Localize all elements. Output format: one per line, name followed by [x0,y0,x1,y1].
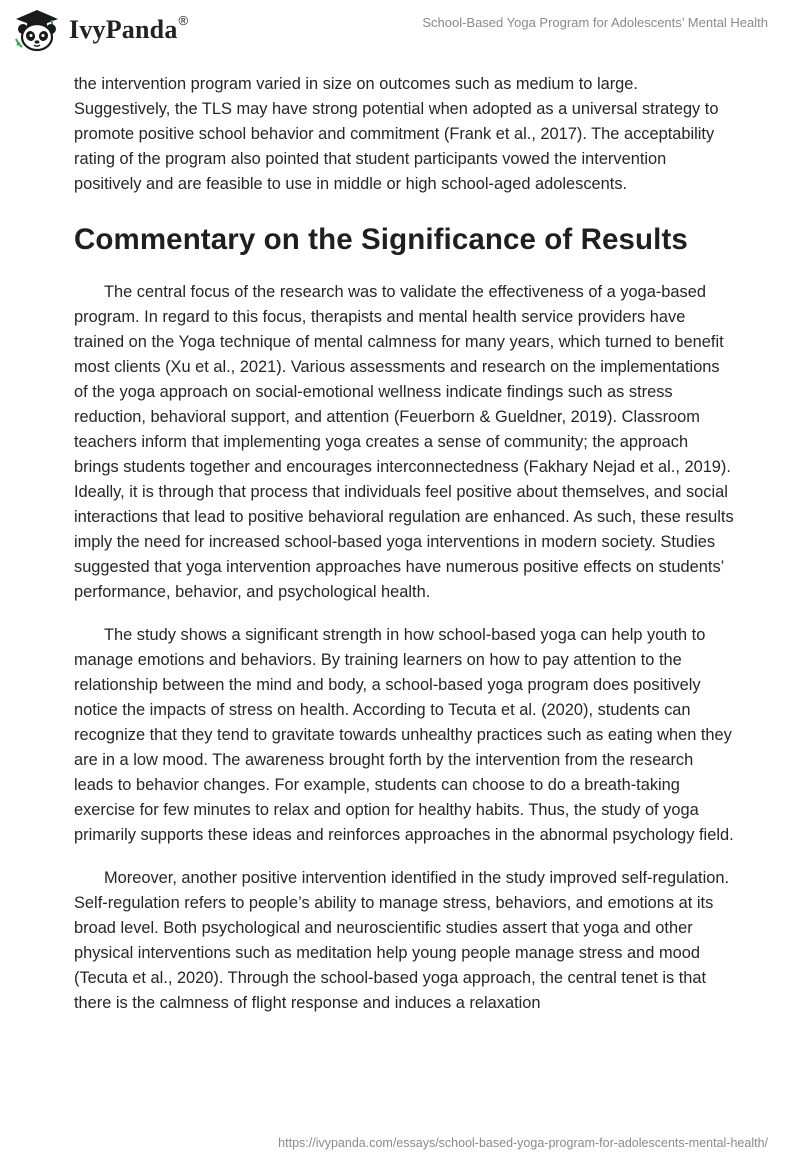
body-paragraph: Moreover, another positive intervention identified in the study improved self-regulation. Self-regulation refers to people’s ability to manage stress, behaviors, and emotions at its broad level. Both psychological and neuroscientific studies assert that yoga and other physical interventions such as meditation help young people manage stress and mood (Tecuta et al., 2020). Through the school-based yoga approach, the central tenet is that there is the calmness of flight response and induces a relaxation [74,869,730,1012]
brand-name: IvyPanda® [69,13,189,44]
section-heading: Commentary on the Significance of Results [74,223,688,256]
registered-mark: ® [178,13,189,28]
source-url-link[interactable]: https://ivypanda.com/essays/school-based-yoga-program-for-adolescents-mental-health/ [278,1136,768,1150]
body-paragraph: The central focus of the research was to validate the effectiveness of a yoga-based program. In regard to this focus, therapists and mental health service providers have trained on the Yoga technique of mental calmness for many years, which turned to benefit most clients (Xu et al., 2021). Various assessments and research on the implementations of the yoga approach on social-emotional wellness indicate findings such as stress reduction, behavioral support, and attention (Feuerborn & Gueldner, 2019). Classroom teachers inform that implementing yoga creates a sense of community; the approach brings students together and encourages interconnectedness (Fakhary Nejad et al., 2019). Ideally, it is through that process that individuals feel positive about themselves, and social interactions that lead to positive behavioral regulation are enhanced. As such, these results imply the need for increased school-based yoga interventions in modern society. Studies suggested that yoga intervention approaches have numerous positive effects on students’ performance, behavior, and psychological health. [74,283,734,601]
panda-graduate-icon [14,7,60,53]
essay-body [74,72,734,1016]
intro-paragraph: the intervention program varied in size on outcomes such as medium to large. Suggestively, the TLS may have strong potential when adopted as a universal strategy to promote positive school behavior and commitment (Frank et al., 2017). The acceptability rating of the program also pointed that student participants vowed the intervention positively and are feasible to use in middle or high school-aged adolescents. [74,75,719,193]
brand-logo[interactable] [14,7,188,53]
body-paragraph: The study shows a significant strength in how school-based yoga can help youth to manage emotions and behaviors. By training learners on how to pay attention to the relationship between the mind and body, a school-based yoga program does positively notice the impacts of stress on health. According to Tecuta et al. (2020), students can recognize that they tend to gravitate towards unhealthy practices such as eating when they are in a low mood. The awareness brought forth by the intervention from the research leads to behavior changes. For example, students can choose to do a breath-taking exercise for few minutes to relax and option for healthy habits. Thus, the study of yoga primarily supports these ideas and reinforces approaches in the abnormal psychology field. [74,626,734,844]
document-title: School-Based Yoga Program for Adolescents’ Mental Health [422,15,768,30]
page-header [0,0,800,66]
